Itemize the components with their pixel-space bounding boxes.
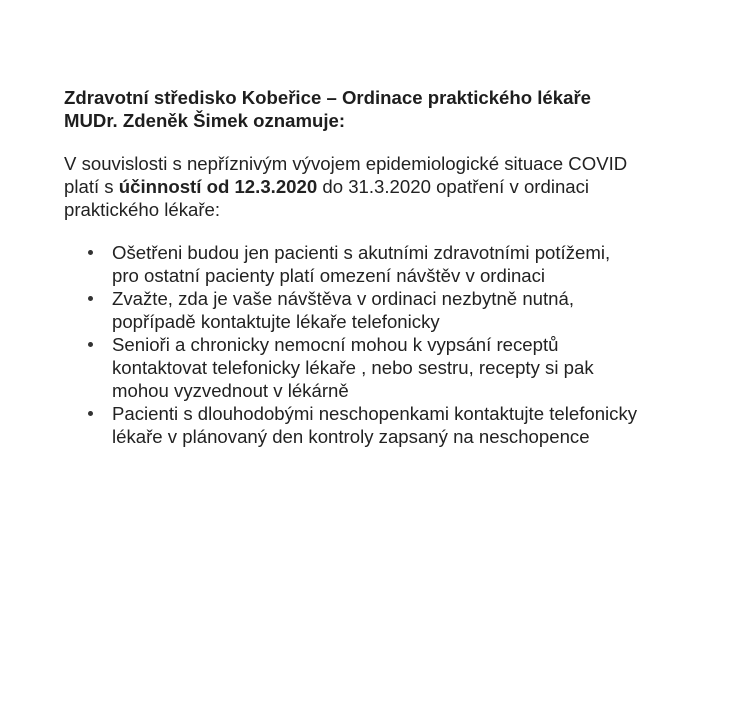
intro-line-2-pre: platí s	[64, 176, 119, 197]
bullet-icon	[88, 296, 93, 301]
notice-heading	[64, 86, 724, 132]
intro-paragraph	[64, 152, 724, 221]
list-item	[64, 287, 724, 333]
notice-document	[64, 86, 724, 448]
bullet-icon	[88, 250, 93, 255]
intro-line-2	[64, 175, 724, 198]
heading-line-2: MUDr. Zdeněk Šimek oznamuje:	[64, 110, 346, 131]
heading-line-1: Zdravotní středisko Kobeřice – Ordinace praktického lékaře	[64, 87, 592, 108]
bullet-icon	[88, 411, 93, 416]
intro-line-1: V souvislosti s nepříznivým vývojem epidemiologické situace COVID	[64, 153, 628, 174]
list-item-line: lékaře v plánovaný den kontroly zapsaný na neschopence	[112, 426, 590, 447]
list-item-line: popřípadě kontaktujte lékaře telefonicky	[112, 311, 440, 332]
list-item-line: Ošetřeni budou jen pacienti s akutními zdravotními potížemi,	[112, 242, 611, 263]
list-item-line: Zvažte, zda je vaše návštěva v ordinaci nezbytně nutná,	[112, 288, 575, 309]
intro-line-2-post: do 31.3.2020 opatření v ordinaci	[317, 176, 590, 197]
measures-list	[64, 241, 724, 448]
list-item-line: kontaktovat telefonicky lékaře , nebo sestru, recepty si pak	[112, 357, 594, 378]
list-item	[64, 402, 724, 448]
bullet-icon	[88, 342, 93, 347]
list-item-line: Senioři a chronicky nemocní mohou k vypsání receptů	[112, 334, 559, 355]
list-item	[64, 241, 724, 287]
list-item-line: mohou vyzvednout v lékárně	[112, 380, 349, 401]
list-item-line: Pacienti s dlouhodobými neschopenkami kontaktujte telefonicky	[112, 403, 638, 424]
list-item-line: pro ostatní pacienty platí omezení návštěv v ordinaci	[112, 265, 546, 286]
intro-line-3: praktického lékaře:	[64, 199, 221, 220]
intro-effective-date: účinností od 12.3.2020	[118, 176, 318, 197]
list-item	[64, 333, 724, 402]
